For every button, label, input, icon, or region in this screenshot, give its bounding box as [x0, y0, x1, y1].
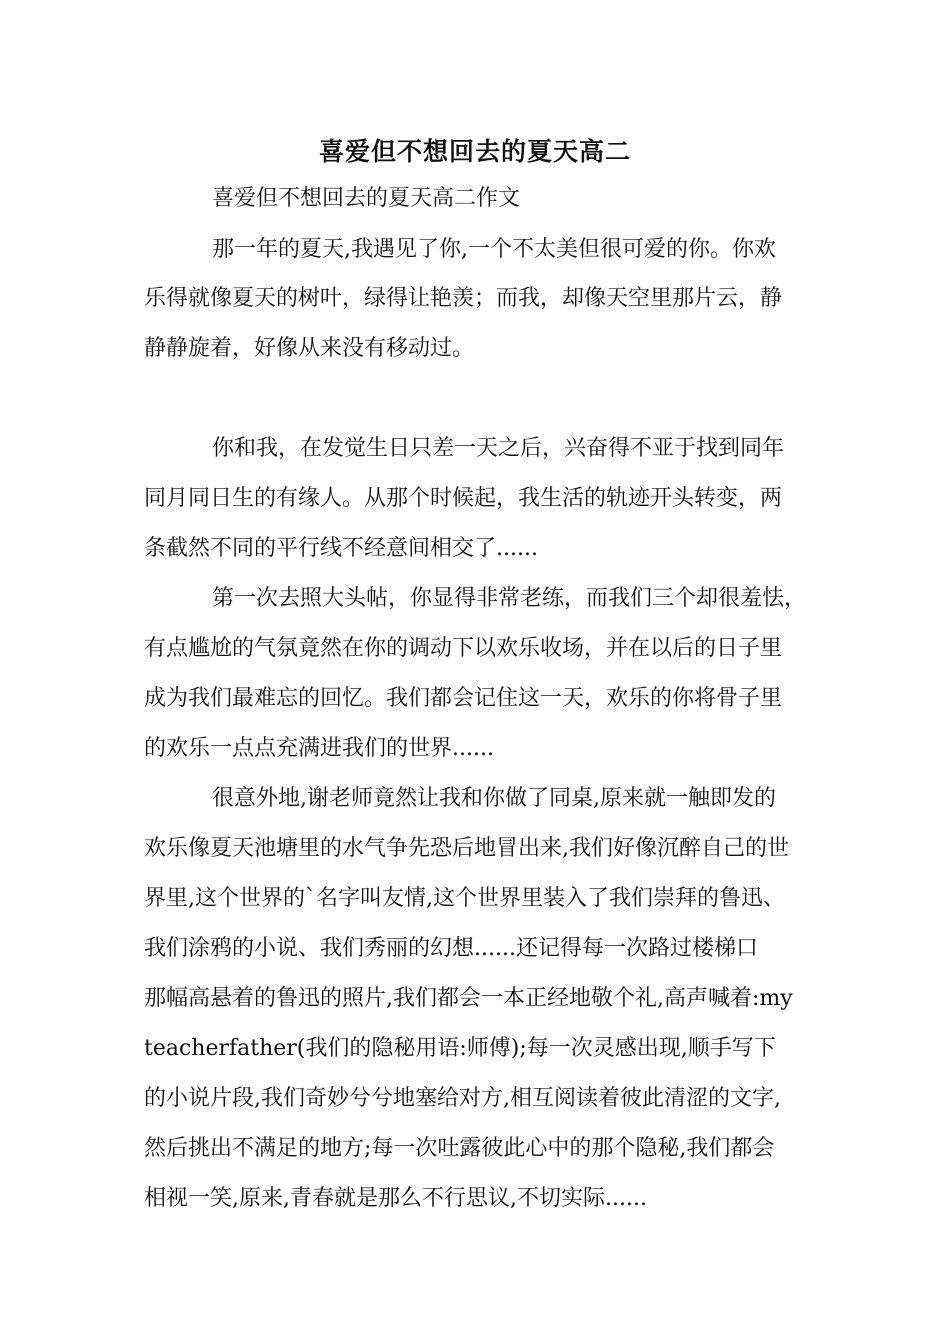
- paragraph-line: 的欢乐一点点充满进我们的世界......: [144, 736, 494, 761]
- paragraph-line: 然后挑出不满足的地方;每一次吐露彼此心中的那个隐秘,我们都会: [144, 1136, 775, 1161]
- paragraph-line: 相视一笑,原来,青春就是那么不行思议,不切实际......: [144, 1186, 647, 1211]
- paragraph-line: 第一次去照大头帖，你显得非常老练，而我们三个却很羞怯，: [212, 586, 807, 611]
- paragraph-line: 乐得就像夏天的树叶，绿得让艳羡；而我，却像天空里那片云，静: [144, 286, 783, 311]
- document-subtitle: 喜爱但不想回去的夏天高二作文: [212, 186, 521, 211]
- paragraph-line: 条截然不同的平行线不经意间相交了......: [144, 536, 538, 561]
- paragraph-line: 你和我，在发觉生日只差一天之后，兴奋得不亚于找到同年: [212, 436, 785, 461]
- paragraph-line: 同月同日生的有缘人。从那个时候起，我生活的轨迹开头转变，两: [144, 486, 783, 511]
- paragraph-line: 有点尴尬的气氛竟然在你的调动下以欢乐收场，并在以后的日子里: [144, 636, 783, 661]
- paragraph-line: 欢乐像夏天池塘里的水气争先恐后地冒出来,我们好像沉醉自己的世: [144, 836, 789, 861]
- paragraph-line: 那幅高悬着的鲁迅的照片,我们都会一本正经地敬个礼,高声喊着:my: [144, 986, 793, 1011]
- paragraph-line: 那一年的夏天,我遇见了你,一个不太美但很可爱的你。你欢: [212, 237, 776, 262]
- paragraph-line: 很意外地,谢老师竟然让我和你做了同桌,原来就一触即发的: [212, 786, 776, 811]
- document-title: 喜爱但不想回去的夏天高二: [318, 137, 631, 166]
- paragraph-line: 的小说片段,我们奇妙兮兮地塞给对方,相互阅读着彼此清涩的文字,: [144, 1086, 781, 1111]
- paragraph-line: 我们涂鸦的小说、我们秀丽的幻想......还记得每一次路过楼梯口: [144, 936, 758, 961]
- paragraph-line: teacherfather(我们的隐秘用语:师傅);每一次灵感出现,顺手写下: [144, 1036, 776, 1061]
- paragraph-line: 界里,这个世界的`名字叫友情,这个世界里装入了我们崇拜的鲁迅、: [144, 886, 785, 911]
- paragraph-line: 成为我们最难忘的回忆。我们都会记住这一天，欢乐的你将骨子里: [144, 686, 783, 711]
- paragraph-line: 静静旋着，好像从来没有移动过。: [144, 336, 475, 361]
